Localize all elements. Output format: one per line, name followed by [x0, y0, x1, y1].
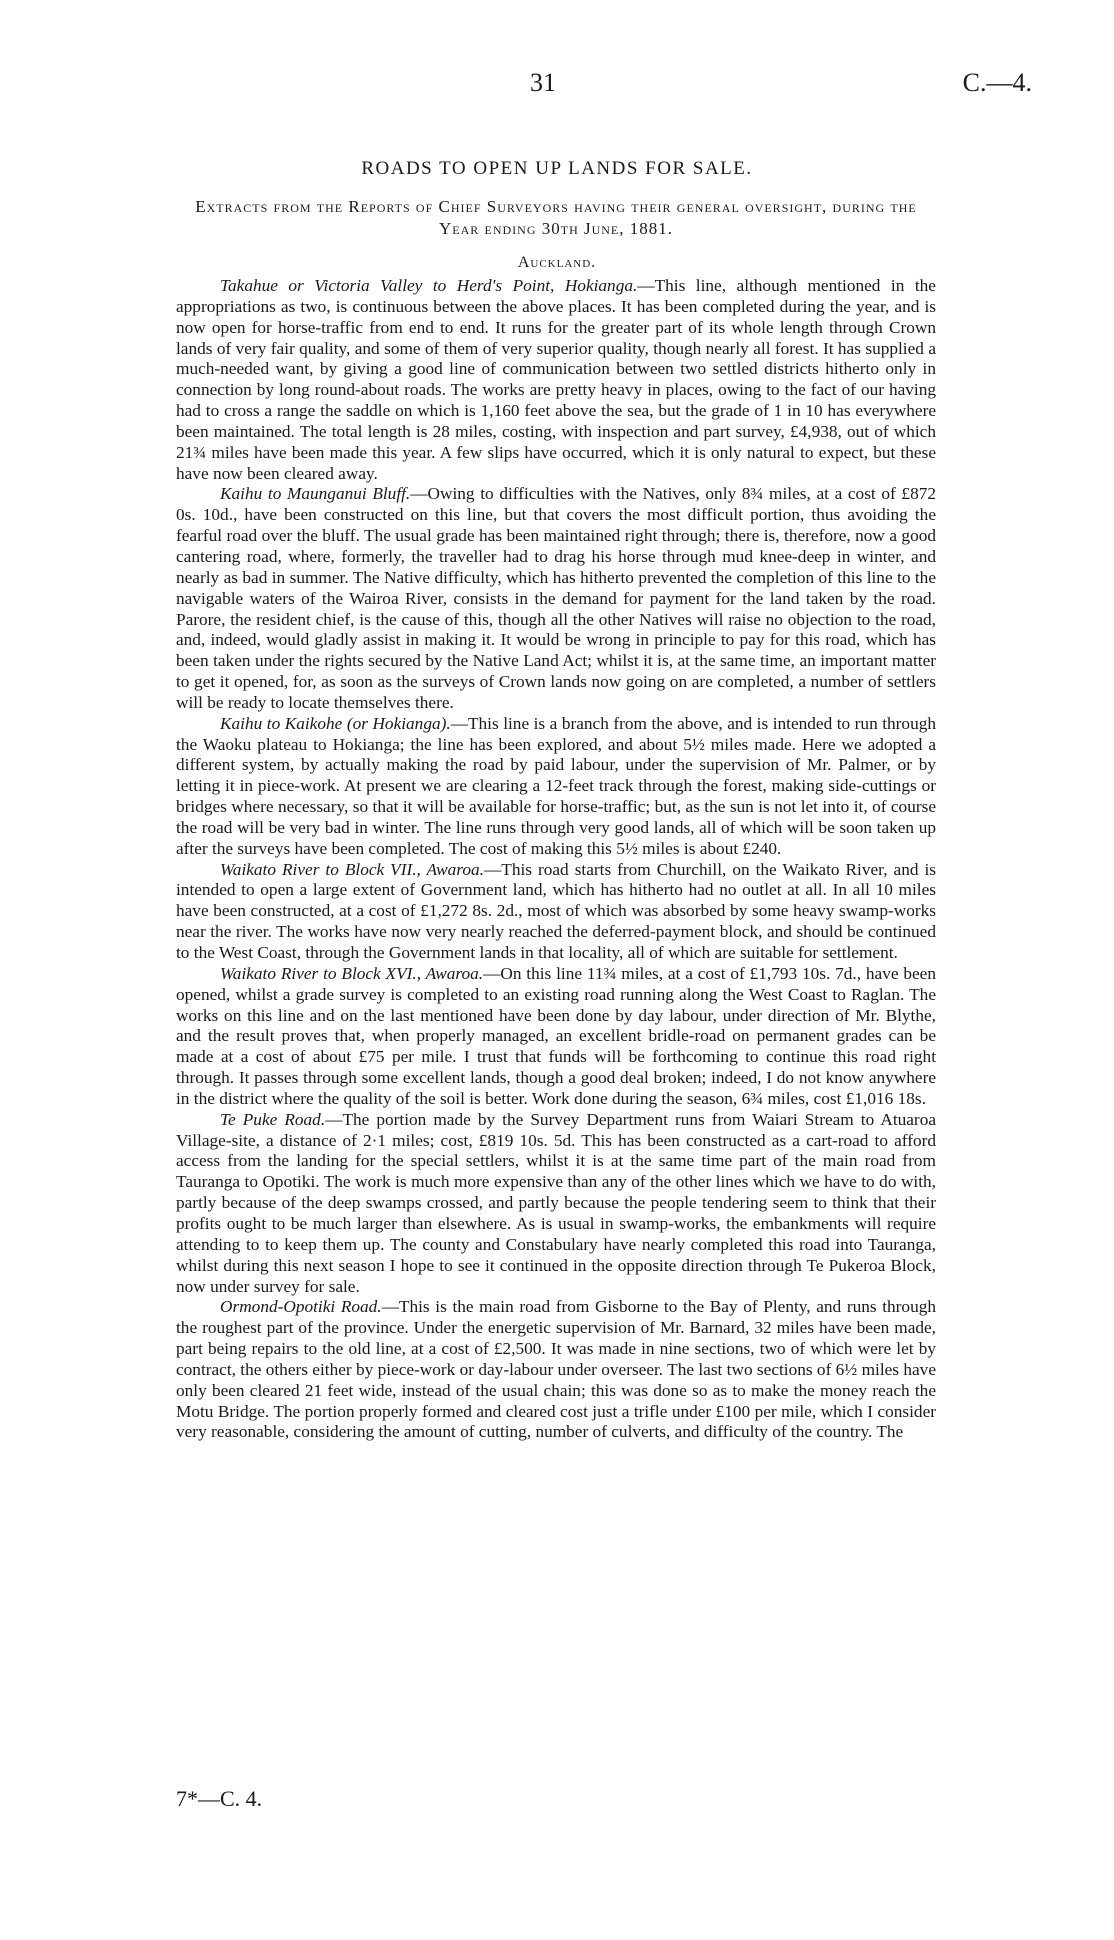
document-reference: C.—4. [962, 68, 1032, 97]
paragraph-lead: Kaihu to Kaikohe (or Hokianga). [220, 713, 451, 733]
paragraph [176, 1110, 936, 1298]
paragraph-text: —This line, although mentioned in the appropriations as two, is continuous between the above places. It has been completed during the year, and is now open for horse-traffic from end to end. It runs for the greater part of its whole length through Crown lands of very fair quality, and some of them of very superior quality, though nearly all forest. It has supplied a much-needed want, by giving a good line of communication between two settled districts hitherto only in connection by long round-about roads. The works are pretty heavy in places, owing to the fact of our having had to cross a range the saddle on which is 1,160 feet above the sea, but the grade of 1 in 10 has everywhere been maintained. The total length is 28 miles, costing, with inspection and part survey, £4,938, out of which 21¾ miles have been made this year. A few slips have occurred, which it is only natural to expect, but these have now been cleared away. [176, 276, 936, 483]
page-number: 31 [530, 68, 556, 97]
paragraph-text: —The portion made by the Survey Department runs from Waiari Stream to Atuaroa Village-site, a distance of 2·1 miles; cost, £819 10s. 5d. This has been constructed as a cart-road to afford access from the landing for the special settlers, whilst it is at the same time part of the main road from Tauranga to Opotiki. The work is much more expensive than any of the other lines which we have to do with, partly because of the deep swamps crossed, and partly because the people tendering seem to think that their profits ought to be much larger than elsewhere. As is usual in swamp-works, the embankments will require attending to to keep them up. The county and Constabulary have nearly completed this road into Tauranga, whilst during this next season I hope to see it continued in the opposite direction through Te Pukeroa Block, now under survey for sale. [176, 1109, 936, 1296]
paragraph [176, 714, 936, 860]
paragraph [176, 860, 936, 964]
paragraph-lead: Takahue or Victoria Valley to Herd's Point, Hokianga. [220, 276, 638, 295]
paragraph-text: —This line is a branch from the above, and is intended to run through the Waoku plateau to Hokianga; the line has been explored, and about 5½ miles made. Here we adopted a different system, by actually making the road by paid labour, under the supervision of Mr. Palmer, or by letting it in piece-work. At present we are clearing a 12-feet track through the forest, making side-cuttings or bridges where necessary, so that it will be available for horse-traffic; but, as the sun is not let into it, of course the road will be very bad in winter. The line runs through very good lands, all of which will be soon taken up after the surveys have been completed. The cost of making this 5½ miles is about £240. [176, 713, 936, 858]
paragraph-lead: Te Puke Road. [220, 1109, 326, 1129]
paragraph-text: —On this line 11¾ miles, at a cost of £1,793 10s. 7d., have been opened, whilst a grade survey is completed to an existing road running along the West Coast to Raglan. The works on this line and on the last mentioned have been done by day labour, under direction of Mr. Blythe, and the result proves that, when properly managed, an excellent bridle-road on permanent grades can be made at a cost of about £75 per mile. I trust that funds will be forthcoming to continue this road right through. It passes through some excellent lands, though a good deal broken; indeed, I do not know anywhere in the district where the quality of the soil is better. Work done during the season, 6¾ miles, cost £1,016 18s. [176, 963, 936, 1108]
paragraph-text: —This is the main road from Gisborne to the Bay of Plenty, and runs through the roughest part of the province. Under the energetic supervision of Mr. Barnard, 32 miles have been made, part being repairs to the old line, at a cost of £2,500. It was made in nine sections, two of which were let by contract, the others either by piece-work or day-labour under overseer. The last two sections of 6½ miles have only been cleared 21 feet wide, instead of the usual chain; this was done so as to make the money reach the Motu Bridge. The portion properly formed and cleared cost just a trifle under £100 per mile, which I consider very reasonable, considering the amount of cutting, number of culverts, and difficulty of the country. The [176, 1297, 936, 1442]
page-footer-signature: 7*—C. 4. [176, 1786, 263, 1811]
paragraph [176, 484, 936, 713]
paragraph [176, 1297, 936, 1443]
paragraph [176, 276, 936, 484]
paragraph-lead: Kaihu to Maunganui Bluff. [220, 484, 411, 504]
page-header [0, 68, 1114, 108]
page-title: ROADS TO OPEN UP LANDS FOR SALE. [361, 158, 753, 179]
paragraph-text: —This road starts from Churchill, on the Waikato River, and is intended to open a large extent of Government land, which has hitherto had no outlet at all. In all 10 miles have been constructed, at a cost of £1,272 8s. 2d., most of which was absorbed by some heavy swamp-works near the river. The works have now very nearly reached the deferred-payment block, and should be continued to the West Coast, through the Government lands in that locality, all of which are suitable for settlement. [176, 859, 936, 962]
paragraph-lead: Ormond-Opotiki Road. [220, 1297, 382, 1317]
paragraph-lead: Waikato River to Block VII., Awaroa. [220, 859, 484, 879]
paragraph-text: —Owing to difficulties with the Natives, only 8¾ miles, at a cost of £872 0s. 10d., have been constructed on this line, but that covers the most difficult portion, thus avoiding the fearful road over the bluff. The usual grade has been maintained right through; there is, therefore, now a good cantering road, where, formerly, the traveller had to drag his horse through mud knee-deep in winter, and nearly as bad in summer. The Native difficulty, which has hitherto prevented the completion of this line to the navigable waters of the Wairoa River, consists in the demand for payment for the land taken by the road. Parore, the resident chief, is the cause of this, though all the other Natives will raise no objection to the road, and, indeed, would gladly assist in making it. It would be wrong in principle to pay for this road, which has been taken under the rights secured by the Native Land Act; whilst it is, at the same time, an important matter to get it opened, for, as soon as the surveys of Crown lands now going on are completed, a number of settlers will be ready to locate themselves there. [176, 484, 936, 712]
body-text [176, 276, 936, 1443]
paragraph-lead: Waikato River to Block XVI., Awaroa. [220, 963, 484, 983]
section-heading: Auckland. [517, 254, 597, 271]
page-subtitle: Extracts from the Reports of Chief Surveyors having their general oversight, during the Year ending 30th June, 1881. [195, 197, 917, 238]
paragraph [176, 964, 936, 1110]
